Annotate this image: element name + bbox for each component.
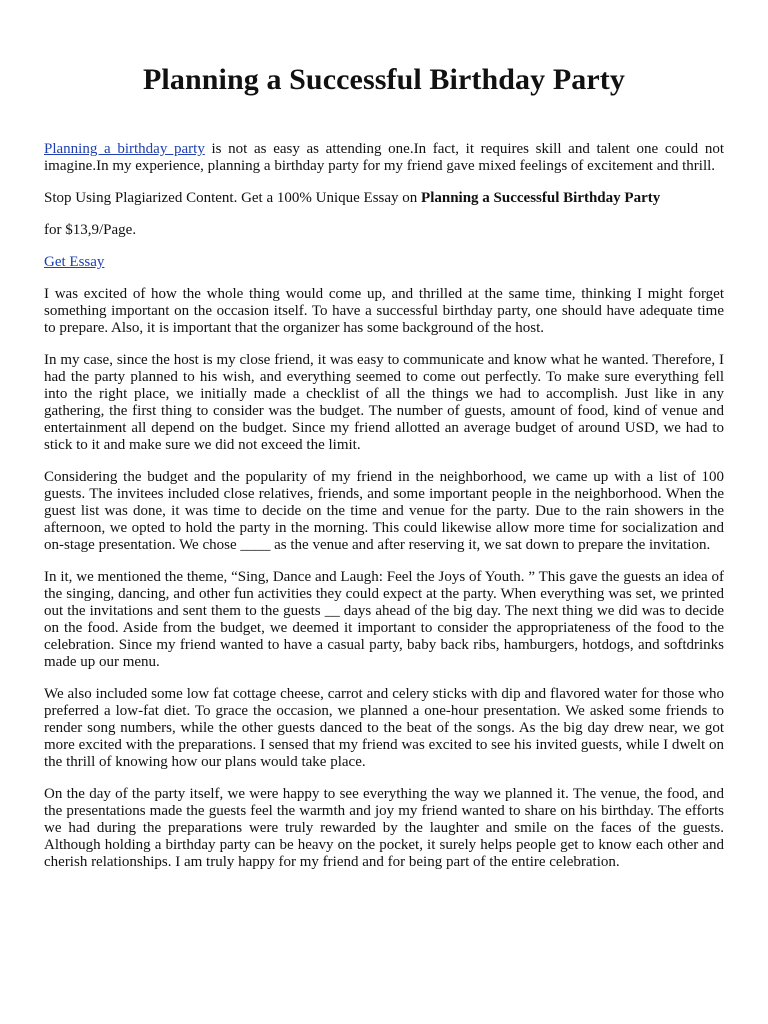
- page-title: Planning a Successful Birthday Party: [143, 63, 625, 96]
- body-paragraph: I was excited of how the whole thing would come up, and thrilled at the same time, thinking I might forget something important on the occasion itself. To have a successful birthday party, one should have adequate time to prepare. Also, it is important that the organizer has some background of the host.: [44, 286, 724, 336]
- body-paragraph: On the day of the party itself, we were happy to see everything the way we planned it. The venue, the food, and the presentations made the guests feel the warmth and joy my friend wanted to share on his birthday. The efforts we had during the preparations were truly rewarded by the laughter and smile on the faces of the guests. Although holding a birthday party can be heavy on the pocket, it surely helps people get to know each other and cherish relationships. I am truly happy for my friend and for being part of the entire celebration.: [44, 786, 724, 870]
- body-paragraph: We also included some low fat cottage cheese, carrot and celery sticks with dip and flavored water for those who preferred a low-fat diet. To grace the occasion, we planned a one-hour presentation. We asked some friends to render song numbers, while the other guests danced to the beat of the songs. As the big day drew near, we got more excited with the preparations. I sensed that my friend was excited to see his invited guests, while I dwelt on the thrill of knowing how our plans would take place.: [44, 686, 724, 770]
- intro-paragraph: [44, 141, 724, 175]
- intro-text: is not as easy as attending one.In fact, it requires skill and talent one could not imagine.In my experience, planning a birthday party for my friend gave mixed feelings of excitement and thrill.: [44, 141, 724, 174]
- promo-price: for $13,9/Page.: [44, 222, 137, 238]
- promo-essay-title: Planning a Successful Birthday Party: [421, 190, 661, 206]
- promo-text: Stop Using Plagiarized Content. Get a 100% Unique Essay on: [44, 190, 422, 206]
- body-paragraph: In my case, since the host is my close friend, it was easy to communicate and know what he wanted. Therefore, I had the party planned to his wish, and everything seemed to come out perfectly. To make sure everything fell into the right place, we initially made a checklist of all the things we had to accomplish. Just like in any gathering, the first thing to consider was the budget. The number of guests, amount of food, kind of venue and entertainment all depend on the budget. Since my friend allotted an average budget of around USD, we had to stick to it and make sure we did not exceed the limit.: [44, 352, 724, 453]
- promo-line: [44, 190, 724, 207]
- get-essay-line: [44, 254, 724, 271]
- body-paragraph: In it, we mentioned the theme, “Sing, Dance and Laugh: Feel the Joys of Youth. ” This gave the guests an idea of the singing, dancing, and other fun activities they could expect at the party. When everything was set, we printed out the invitations and sent them to the guests __ days ahead of the big day. The next thing we did was to decide on the food. Aside from the budget, we deemed it important to consider the appropriateness of the food to the celebration. Since my friend wanted to have a casual party, baby back ribs, hamburgers, hotdogs, and softdrinks made up our menu.: [44, 569, 724, 670]
- intro-link[interactable]: Planning a birthday party: [44, 141, 205, 157]
- body-paragraph: Considering the budget and the popularity of my friend in the neighborhood, we came up with a list of 100 guests. The invitees included close relatives, friends, and some important people in the neighborhood. When the guest list was done, it was time to decide on the time and venue for the party. Due to the rain showers in the afternoon, we opted to hold the party in the morning. This could likewise allow more time for socialization and on-stage presentation. We chose ____ as the venue and after reserving it, we sat down to prepare the invitation.: [44, 469, 724, 553]
- get-essay-link[interactable]: Get Essay: [44, 254, 105, 270]
